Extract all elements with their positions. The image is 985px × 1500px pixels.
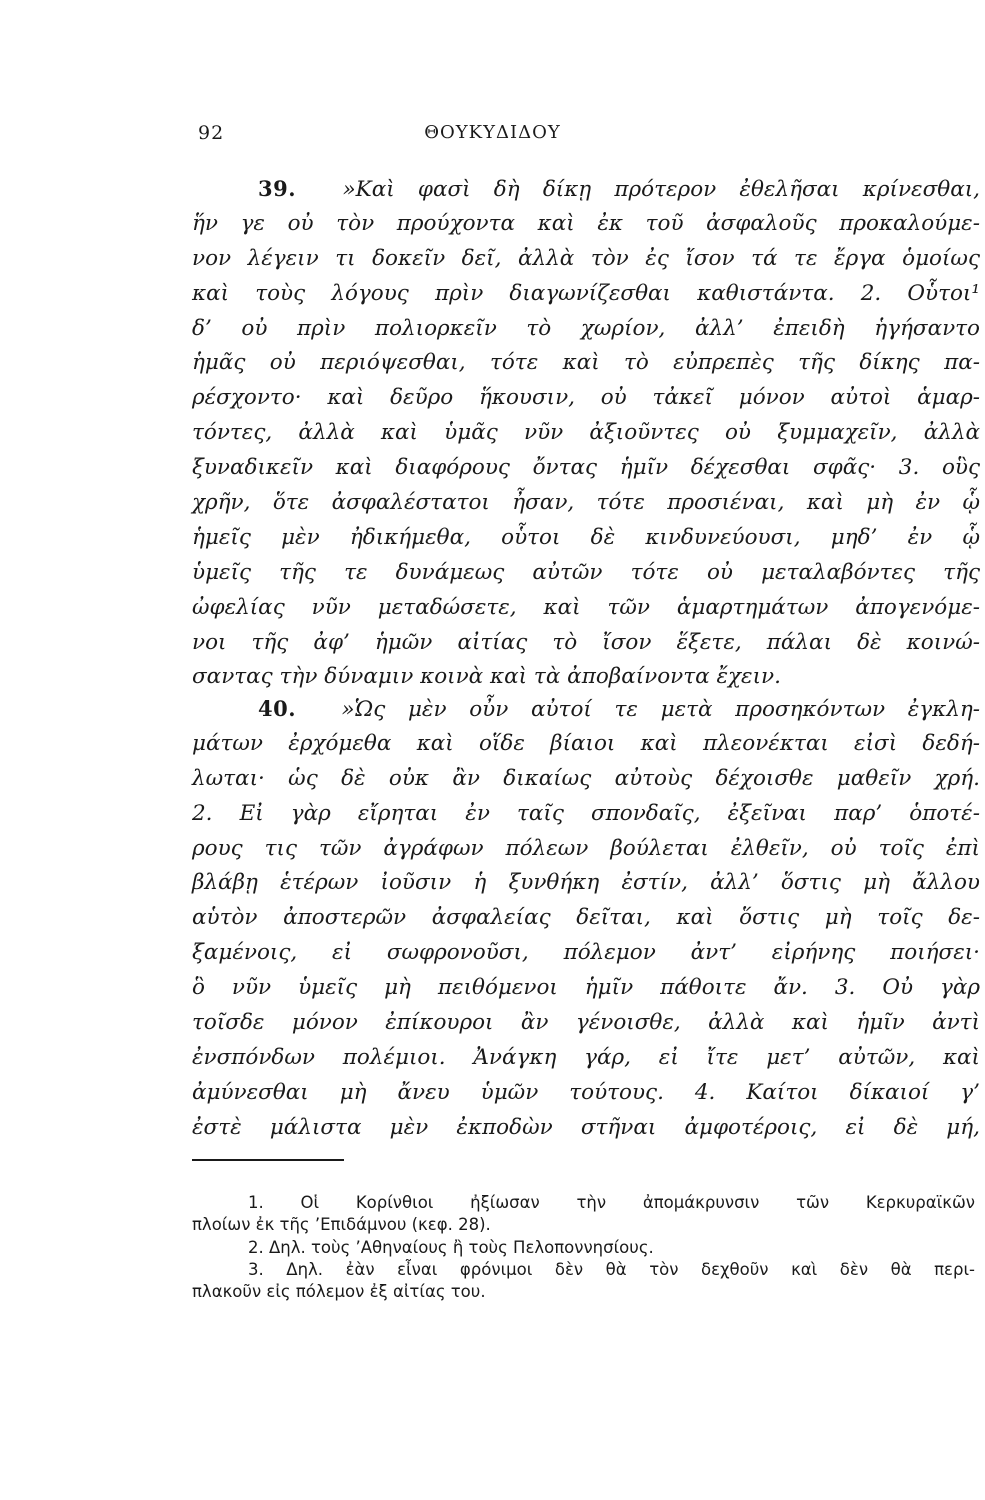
running-title: ΘΟΥΚΥΔΙΔΟΥ (424, 122, 561, 143)
section-number: 40. (258, 696, 297, 721)
text-line: 2. Εἰ γὰρ εἴρηται ἐν ταῖς σπονδαῖς, ἐξεῖναι παρ’ ὁποτέ- (192, 800, 980, 826)
footnote-line: 1. Οἱ Κορίνθιοι ἠξίωσαν τὴν ἀπομάκρυνσιν τῶν Κερκυραϊκῶν (248, 1193, 975, 1212)
text-line: ἡμᾶς οὐ περιόψεσθαι, τότε καὶ τὸ εὐπρεπὲς τῆς δίκης πα- (192, 350, 980, 376)
footnotes (192, 1192, 975, 1303)
line-text: »Καὶ φασὶ δὴ δίκῃ πρότερον ἐθελῆσαι κρίνεσθαι, (342, 177, 980, 202)
text-line: τόντες, ἀλλὰ καὶ ὑμᾶς νῦν ἀξιοῦντες οὐ ξυμμαχεῖν, ἀλλὰ (192, 420, 980, 446)
footnote-line: 3. Δηλ. ἐὰν εἶναι φρόνιμοι δὲν θὰ τὸν δεχθοῦν καὶ δὲν θὰ περι- (248, 1259, 975, 1279)
line-text: »Ὡς μὲν οὖν αὐτοί τε μετὰ προσηκόντων ἐγκλη- (341, 697, 980, 722)
text-line: τοῖσδε μόνον ἐπίκουροι ἂν γένοισθε, ἀλλὰ καὶ ἡμῖν ἀντὶ (192, 1010, 980, 1036)
text-line: σαντας τὴν δύναμιν κοινὰ καὶ τὰ ἀποβαίνοντα ἔχειν. (192, 664, 781, 690)
text-line: ἀμύνεσθαι μὴ ἄνευ ὑμῶν τούτους. 4. Καίτοι δίκαιοί γ’ (192, 1079, 980, 1105)
section-39 (192, 172, 980, 695)
text-line: ὃ νῦν ὑμεῖς μὴ πειθόμενοι ἡμῖν πάθοιτε ἄν. 3. Οὐ γὰρ (192, 975, 980, 1001)
text-line: ὠφελίας νῦν μεταδώσετε, καὶ τῶν ἁμαρτημάτων ἀπογενόμε- (192, 594, 980, 620)
text-line: ρέσχοντο· καὶ δεῦρο ἥκουσιν, οὐ τἀκεῖ μόνον αὐτοὶ ἁμαρ- (192, 385, 980, 411)
text-line: νοι τῆς ἀφ’ ἡμῶν αἰτίας τὸ ἴσον ἕξετε, πάλαι δὲ κοινώ- (192, 629, 980, 655)
text-line: μάτων ἐρχόμεθα καὶ οἵδε βίαιοι καὶ πλεονέκται εἰσὶ δεδή- (192, 730, 980, 756)
text-line: δ’ οὐ πρὶν πολιορκεῖν τὸ χωρίον, ἀλλ’ ἐπειδὴ ἡγήσαντο (192, 315, 980, 341)
text-line: ἥν γε οὐ τὸν προύχοντα καὶ ἐκ τοῦ ἀσφαλοῦς προκαλούμε- (192, 210, 980, 236)
text-line (192, 692, 980, 727)
text-line: λωται· ὡς δὲ οὐκ ἂν δικαίως αὐτοὺς δέχοισθε μαθεῖν χρή. (192, 765, 980, 791)
section-40 (192, 692, 980, 1146)
text-line: ὑμεῖς τῆς τε δυνάμεως αὐτῶν τότε οὐ μεταλαβόντες τῆς (192, 559, 980, 585)
text-line: καὶ τοὺς λόγους πρὶν διαγωνίζεσθαι καθιστάντα. 2. Οὗτοι¹ (192, 280, 980, 306)
text-line (192, 172, 980, 207)
text-line: ἡμεῖς μὲν ἠδικήμεθα, οὗτοι δὲ κινδυνεύουσι, μηδ’ ἐν ᾧ (192, 524, 980, 550)
text-line: ξαμένοις, εἰ σωφρονοῦσι, πόλεμον ἀντ’ εἰρήνης ποιήσει· (192, 940, 980, 966)
text-line: ρους τις τῶν ἀγράφων πόλεων βούλεται ἐλθεῖν, οὐ τοῖς ἐπὶ (192, 835, 980, 861)
footnote-line: 2. Δηλ. τοὺς ’Αθηναίους ἢ τοὺς Πελοποννησίους. (248, 1237, 654, 1257)
text-line: ἐστὲ μάλιστα μὲν ἐκποδὼν στῆναι ἀμφοτέροις, εἰ δὲ μή, (192, 1114, 980, 1140)
footnote-line: πλοίων ἐκ τῆς ’Επιδάμνου (κεφ. 28). (192, 1215, 491, 1235)
text-line: ξυναδικεῖν καὶ διαφόρους ὄντας ἡμῖν δέχεσθαι σφᾶς· 3. οὓς (192, 455, 980, 481)
page-header (0, 122, 985, 152)
section-number: 39. (258, 176, 297, 201)
text-line: νον λέγειν τι δοκεῖν δεῖ, ἀλλὰ τὸν ἐς ἴσον τά τε ἔργα ὁμοίως (192, 245, 980, 271)
page-number: 92 (198, 122, 225, 144)
text-line: αὑτὸν ἀποστερῶν ἀσφαλείας δεῖται, καὶ ὅστις μὴ τοῖς δε- (192, 905, 980, 931)
text-line: βλάβῃ ἑτέρων ἰοῦσιν ἡ ξυνθήκη ἐστίν, ἀλλ’ ὅστις μὴ ἄλλου (192, 870, 980, 896)
text-line: ἐνσπόνδων πολέμιοι. Ἀνάγκη γάρ, εἰ ἴτε μετ’ αὐτῶν, καὶ (192, 1044, 980, 1070)
footnote-line: πλακοῦν εἰς πόλεμον ἐξ αἰτίας του. (192, 1282, 486, 1302)
text-line: χρῆν, ὅτε ἀσφαλέστατοι ἦσαν, τότε προσιέναι, καὶ μὴ ἐν ᾧ (192, 490, 980, 516)
footnote-divider (192, 1159, 344, 1161)
